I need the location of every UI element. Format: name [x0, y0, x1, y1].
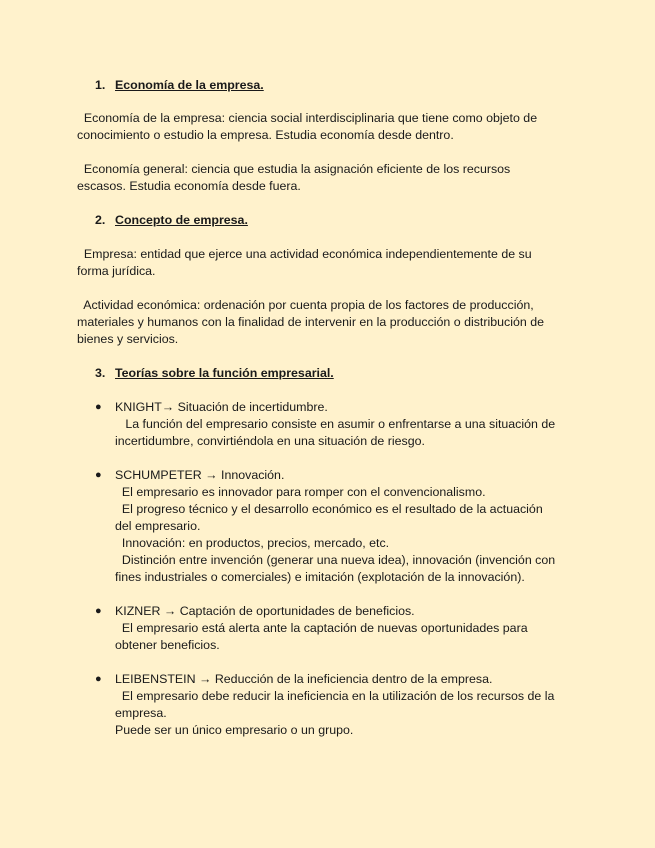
- bullet-line: SCHUMPETER → Innovación.: [115, 468, 285, 482]
- bullet-line: fines industriales o comerciales) e imitación (explotación de la innovación).: [115, 570, 525, 584]
- bullet-body: [115, 467, 585, 586]
- paragraph-line: Empresa: entidad que ejerce una actividad económica independientemente de su: [77, 247, 532, 261]
- section-number: 3.: [95, 366, 106, 380]
- bullet-body: [115, 603, 585, 654]
- paragraph-line: escasos. Estudia economía desde fuera.: [77, 179, 301, 193]
- bullet-line: Distinción entre invención (generar una nueva idea), innovación (invención con: [115, 553, 556, 567]
- section-title: Teorías sobre la función empresarial.: [115, 366, 334, 380]
- paragraph-line: materiales y humanos con la finalidad de intervenir en la producción o distribución de: [77, 315, 544, 329]
- bullet-line: El empresario está alerta ante la captación de nuevas oportunidades para: [115, 621, 528, 635]
- paragraph-line: Economía general: ciencia que estudia la asignación eficiente de los recursos: [77, 162, 511, 176]
- bullet-dot: ●: [95, 469, 102, 481]
- section-heading-2: [95, 213, 248, 227]
- paragraph-line: bienes y servicios.: [77, 332, 179, 346]
- section-number: 2.: [95, 213, 106, 227]
- bullet-line: empresa.: [115, 706, 167, 720]
- section-heading-3: [95, 366, 334, 380]
- bullet-body: [115, 671, 585, 739]
- bullet-dot: ●: [95, 673, 102, 685]
- bullet-body: [115, 399, 585, 450]
- bullet-line: El progreso técnico y el desarrollo económico es el resultado de la actuación: [115, 502, 543, 516]
- paragraph-line: Economía de la empresa: ciencia social interdisciplinaria que tiene como objeto de: [77, 111, 538, 125]
- bullet-line: incertidumbre, convirtiéndola en una situación de riesgo.: [115, 434, 425, 448]
- bullet-line: El empresario debe reducir la ineficiencia en la utilización de los recursos de la: [115, 689, 555, 703]
- bullet-line: Puede ser un único empresario o un grupo.: [115, 723, 354, 737]
- bullet-line: obtener beneficios.: [115, 638, 220, 652]
- paragraph-economia-general: [77, 161, 567, 195]
- bullet-line: del empresario.: [115, 519, 201, 533]
- paragraph-line: conocimiento o estudio la empresa. Estudia economía desde dentro.: [77, 128, 454, 142]
- paragraph-economia-empresa: [77, 110, 567, 144]
- section-heading-1: [95, 78, 264, 92]
- section-title: Economía de la empresa.: [115, 78, 264, 92]
- bullet-line: La función del empresario consiste en asumir o enfrentarse a una situación de: [115, 417, 556, 431]
- paragraph-line: forma jurídica.: [77, 264, 156, 278]
- paragraph-line: Actividad económica: ordenación por cuenta propia de los factores de producción,: [77, 298, 534, 312]
- bullet-line: El empresario es innovador para romper con el convencionalismo.: [115, 485, 486, 499]
- paragraph-empresa: [77, 246, 567, 280]
- section-title: Concepto de empresa.: [115, 213, 248, 227]
- bullet-dot: ●: [95, 401, 102, 413]
- section-number: 1.: [95, 78, 106, 92]
- bullet-line: KIZNER → Captación de oportunidades de beneficios.: [115, 604, 415, 618]
- paragraph-actividad-economica: [77, 297, 567, 348]
- bullet-line: KNIGHT→ Situación de incertidumbre.: [115, 400, 328, 414]
- bullet-line: LEIBENSTEIN → Reducción de la ineficiencia dentro de la empresa.: [115, 672, 493, 686]
- bullet-dot: ●: [95, 605, 102, 617]
- bullet-line: Innovación: en productos, precios, mercado, etc.: [115, 536, 390, 550]
